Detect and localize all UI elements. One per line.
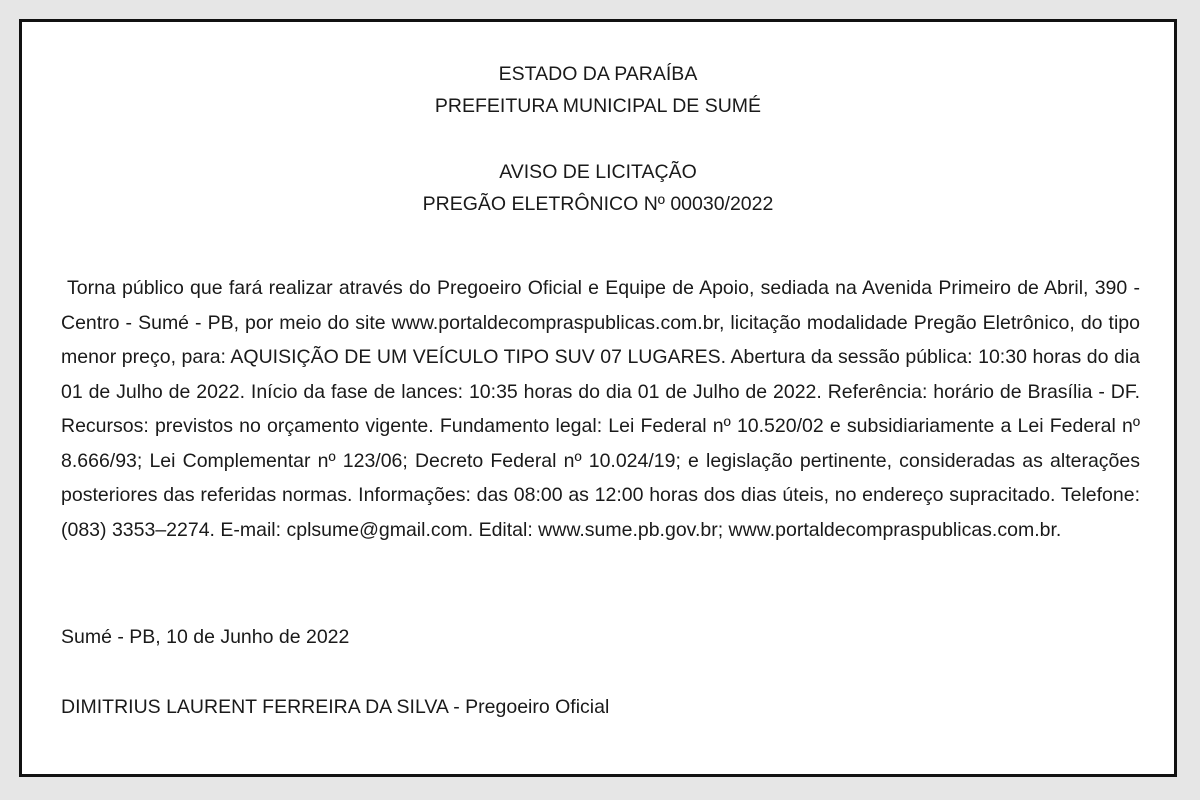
prefecture-name: PREFEITURA MUNICIPAL DE SUMÉ xyxy=(434,95,762,117)
process-number: PREGÃO ELETRÔNICO Nº 00030/2022 xyxy=(422,193,774,215)
date-line: Sumé - PB, 10 de Junho de 2022 xyxy=(61,626,350,648)
state-name: ESTADO DA PARAÍBA xyxy=(498,63,698,85)
notice-document xyxy=(19,19,1177,777)
notice-body xyxy=(61,271,1140,547)
header-spacer xyxy=(22,122,1174,156)
notice-title: AVISO DE LICITAÇÃO xyxy=(499,161,697,183)
notice-header xyxy=(22,58,1174,220)
signature-line: DIMITRIUS LAURENT FERREIRA DA SILVA - Pregoeiro Oficial xyxy=(61,696,610,718)
notice-body-text: Torna público que fará realizar através do Pregoeiro Oficial e Equipe de Apoio, sediada na Avenida Primeiro de Abril, 390 - Centro - Sumé - PB, por meio do site www.portaldecompraspublicas.com.br, licitação modalidade Pregão Eletrônico, do tipo menor preço, para: AQUISIÇÃO DE UM VEÍCULO TIPO SUV 07 LUGARES. Abertura da sessão pública: 10:30 horas do dia 01 de Julho de 2022. Início da fase de lances: 10:35 horas do dia 01 de Julho de 2022. Referência: horário de Brasília - DF. Recursos: previstos no orçamento vigente. Fundamento legal: Lei Federal nº 10.520/02 e subsidiariamente a Lei Federal nº 8.666/93; Lei Complementar nº 123/06; Decreto Federal nº 10.024/19; e legislação pertinente, consideradas as alterações posteriores das referidas normas. Informações: das 08:00 as 12:00 horas dos dias úteis, no endereço supracitado. Telefone: (083) 3353–2274. E-mail: cplsume@gmail.com. Edital: www.sume.pb.gov.br; www.portaldecompraspublicas.com.br. xyxy=(61,277,1140,541)
